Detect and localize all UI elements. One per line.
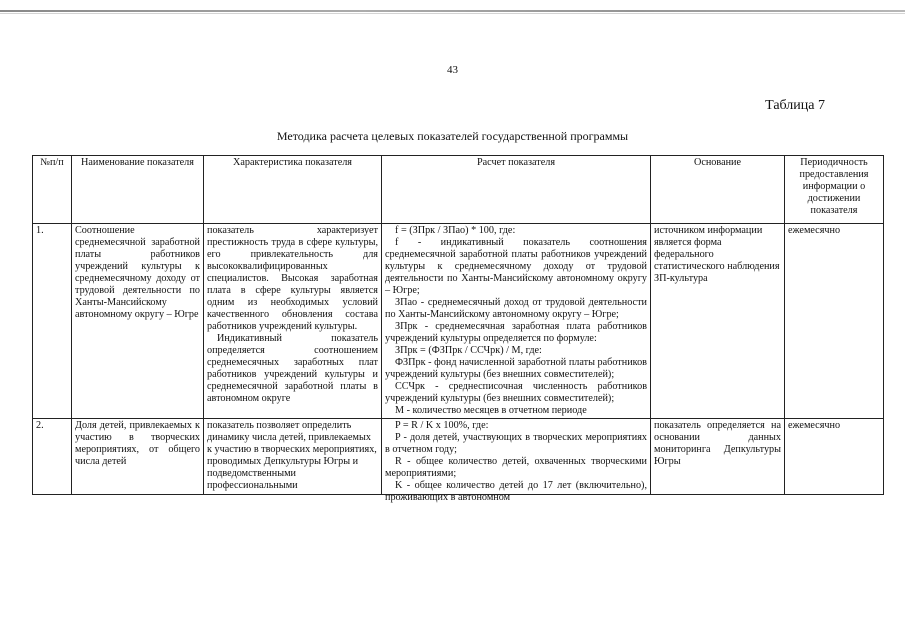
header-characteristic: Характеристика показателя	[204, 156, 382, 224]
indicator-basis	[651, 419, 785, 495]
table-row	[33, 419, 884, 495]
calc-line: f = (ЗПрк / ЗПао) * 100, где:	[395, 225, 516, 236]
header-num: №п/п	[33, 156, 72, 224]
calc-line: ФЗПрк - фонд начисленной заработной платы работников учреждений культуры (без внешних совместителей);	[385, 357, 647, 380]
indicator-name-text: Доля детей, привлекаемых к участию в творческих мероприятиях, от общего числа детей	[75, 420, 200, 467]
calc-block	[385, 420, 647, 503]
page-number: 43	[447, 64, 458, 76]
calc-line: R - общее количество детей, охваченных творческими мероприятиями;	[385, 456, 647, 479]
indicator-characteristic	[204, 419, 382, 495]
calc-line: f - индикативный показатель соотношения среднемесячной заработной платы работников учреждений культуры к среднемесячному доходу от трудовой деятельности по Ханты-Мансийскому автономному округу – Югре;	[385, 237, 647, 296]
top-border-line-2	[0, 13, 905, 14]
header-periodicity: Периодичность предоставления информации о достижении показателя	[785, 156, 884, 224]
row-number: 2.	[33, 419, 72, 495]
header-name: Наименование показателя	[72, 156, 204, 224]
header-basis: Основание	[651, 156, 785, 224]
indicator-name	[72, 419, 204, 495]
indicator-calculation	[382, 224, 651, 419]
calc-line: М - количество месяцев в отчетном периоде	[395, 405, 587, 416]
characteristic-paragraph: показатель позволяет определить динамику числа детей, привлекаемых к участию в творческих мероприятиях, проводимых Депкультуры Югры и подведомственными профессиональными	[207, 420, 377, 491]
indicator-name: Соотношение среднемесячной заработной платы работников учреждений культуры к среднемесячному доходу от трудовой деятельности по Ханты-Мансийскому автономному округу – Югре	[72, 224, 204, 419]
indicators-table	[32, 155, 884, 503]
table-header-row	[33, 156, 884, 224]
row-number: 1.	[33, 224, 72, 419]
characteristic-paragraph: показатель характеризует престижность труда в сфере культуры, его привлекательность для высококвалифицированных специалистов. Высокая заработная плата в сфере культуры является одним из необходимых условий качественного обновления состава работников учреждений культуры.	[207, 225, 378, 332]
calc-line: ССЧрк - среднесписочная численность работников учреждений культуры (без внешних совместителей);	[385, 381, 647, 404]
indicator-periodicity: ежемесячно	[785, 419, 884, 495]
indicator-characteristic	[204, 224, 382, 419]
indicator-basis: источником информации является форма федерального статистического наблюдения ЗП-культура	[651, 224, 785, 419]
table-row	[33, 224, 884, 419]
calc-line: P - доля детей, участвующих в творческих мероприятиях в отчетном году;	[385, 432, 647, 455]
indicator-calculation	[382, 419, 651, 503]
calc-line: P = R / K x 100%, где:	[395, 420, 489, 431]
indicator-basis-text: показатель определяется на основании данных мониторинга Депкультуры Югры	[654, 420, 781, 467]
calc-line: ЗПрк = (ФЗПрк / ССЧрк) / М, где:	[395, 345, 542, 356]
calc-line: ЗПао - среднемесячный доход от трудовой деятельности по Ханты-Мансийскому автономному округу – Югре;	[385, 297, 647, 320]
calc-line: K - общее количество детей до 17 лет (включительно), проживающих в автономном	[385, 480, 647, 503]
header-calc: Расчет показателя	[382, 156, 651, 224]
table-label: Таблица 7	[765, 98, 825, 113]
table-caption: Методика расчета целевых показателей государственной программы	[276, 129, 629, 143]
characteristic-paragraph: Индикативный показатель определяется соотношением среднемесячных заработных плат работников учреждений культуры и среднемесячной заработной платы в автономном округе	[207, 333, 378, 404]
top-border-line	[0, 10, 905, 12]
calc-line: ЗПрк - среднемесячная заработная плата работников учреждений культуры определяется по формуле:	[385, 321, 647, 344]
indicator-periodicity: ежемесячно	[785, 224, 884, 419]
